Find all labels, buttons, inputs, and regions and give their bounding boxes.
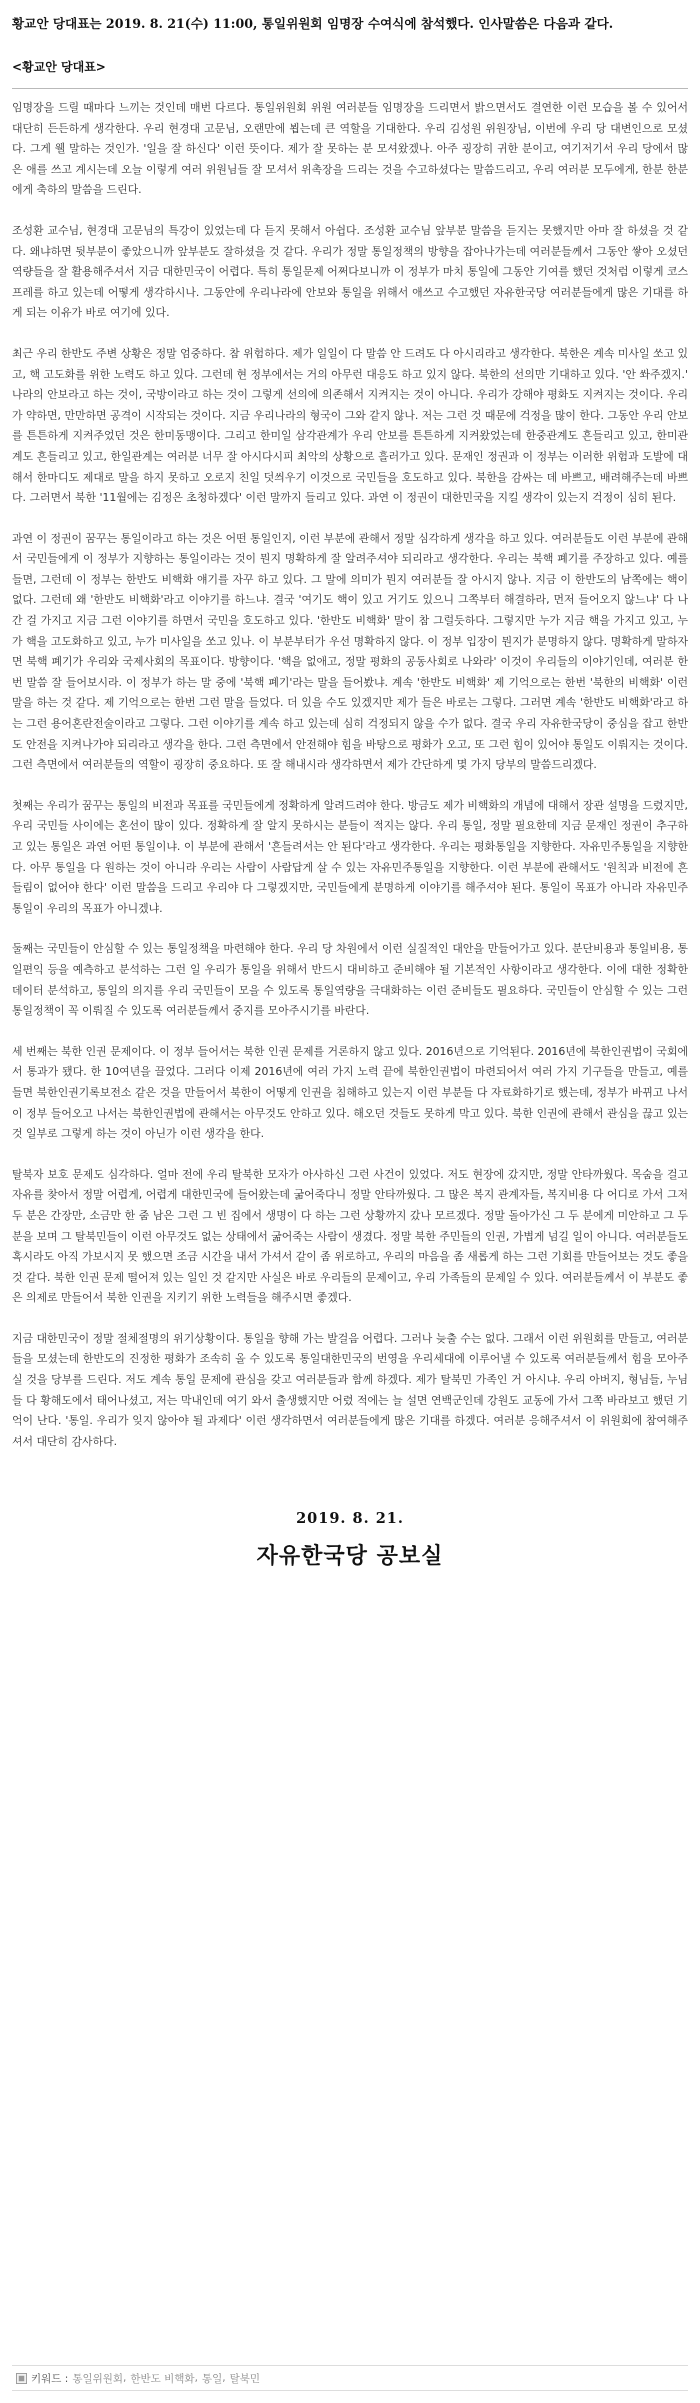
keyword-link[interactable]: 통일위원회 (72, 2372, 124, 2385)
speech-body (12, 98, 688, 1452)
speech-paragraph: 임명장을 드릴 때마다 느끼는 것인데 매번 다르다. 통일위원회 위원 여러분들 임명장을 드리면서 밝으면서도 결연한 이런 모습을 볼 수 있어서 대단히 든든하게 생각한다. 우리 현경대 고문님, 오랜만에 뵙는데 큰 역할을 기대한다. 우리 김성원 위원장님, 이번에 우리 당 대변인으로 모셨다. 그게 웰 말하는 것인가. '일을 잘 하신다' 이런 뜻이다. 제가 잘 못하는 분 모셔왔겠나. 아주 굉장히 귀한 분이고, 여기저기서 우리 당에서 많은 애를 쓰고 계시는데 오늘 이렇게 여러 위원님들 잘 모셔서 위촉장을 드리는 것을 수고하셨다는 말씀드리고, 우리 여러분 모두에게, 한분 한분에게 축하의 말씀을 드린다. (12, 101, 688, 197)
keyword-link[interactable]: 통일 (201, 2372, 223, 2385)
speaker-label: <황교안 당대표> (12, 58, 688, 89)
speech-paragraph: 최근 우리 한반도 주변 상황은 정말 엄중하다. 참 위험하다. 제가 일일이 다 말씀 안 드려도 다 아시리라고 생각한다. 북한은 계속 미사일 쏘고 있고, 핵 고도화를 위한 노력도 하고 있다. 그런데 현 정부에서는 거의 아무런 대응도 하고 있지 않다. 북한의 선의만 기대하고 있다. '안 쏴주겠지.' 나라의 안보라고 하는 것이, 국방이라고 하는 것이 그렇게 선의에 의존해서 지켜지는 것이 아니다. 우리가 강해야 평화도 지켜지는 것이다. 우리가 약하면, 만만하면 공격이 시작되는 것이다. 지금 우리나라의 형국이 그와 같지 않나. 저는 그런 것 때문에 걱정을 많이 한다. 그동안 우리 안보를 튼튼하게 지켜주었던 것은 한미동맹이다. 그리고 한미일 삼각관계가 우리 안보를 튼튼하게 지켜왔었는데 한중관계도 흔들리고 있고, 한미관계도 흔들리고 있고, 한일관계는 여러분 너무 잘 아시다시피 최악의 상황으로 흘러가고 있다. 문재인 정권과 이 정부는 이러한 위험과 도발에 대해서 한마디도 제대로 말을 하지 못하고 오로지 친일 덧씌우기 이것으로 국민들을 호도하고 있다. 북한을 감싸는 데 바쁘고, 배려해주는데 바쁘다. 그러면서 북한 '11월에는 김정은 초청하겠다' 이런 말까지 들리고 있다. 과연 이 정권이 대한민국을 지킬 생각이 있는지 걱정이 심히 된다. (12, 346, 688, 505)
issuing-office: 자유한국당 공보실 (256, 1544, 444, 1570)
keyword-link[interactable]: 탈북민 (229, 2372, 260, 2385)
keywords-bar: 키워드 : 통일위원회 , 한반도 비핵화 , 통일 , 탈북민 (12, 2365, 688, 2391)
release-date: 2019. 8. 21. (296, 1510, 404, 1528)
closing-block (12, 1510, 688, 1570)
speech-paragraph: 첫째는 우리가 꿈꾸는 통일의 비전과 목표를 국민들에게 정확하게 알려드려야 한다. 방금도 제가 비핵화의 개념에 대해서 장관 설명을 드렸지만, 우리 국민들 사이에는 혼선이 많이 있다. 정확하게 잘 알지 못하시는 분들이 적지는 않다. 우리 통일, 정말 필요한데 지금 문재인 정권이 추구하고 있는 통일은 과연 어떤 통일이냐. 이 부분에 관해서 '흔들려서는 안 된다'라고 생각한다. 우리는 평화통일을 지향한다. 자유민주통일을 지향한다. 아무 통일을 다 원하는 것이 아니라 우리는 사람이 사람답게 살 수 있는 자유민주통일을 지향한다. 이런 부분에 관해서도 '원칙과 비전에 흔들림이 없어야 한다' 이런 말씀을 드리고 우리야 다 그렇겠지만, 국민들에게 분명하게 이야기를 해주셔야 된다. 통일이 목표가 아니라 자유민주통일이 우리의 목표가 아니겠냐. (12, 798, 688, 915)
tag-icon (16, 2373, 27, 2384)
speech-paragraph: 세 번째는 북한 인권 문제이다. 이 정부 들어서는 북한 인권 문제를 거론하지 않고 있다. 2016년으로 기억된다. 2016년에 북한인권법이 국회에서 통과가 됐다. 한 10여년을 끌었다. 그러다 이제 2016년에 여러 가지 노력 끝에 북한인권법이 마련되어서 여러 가지 기구들을 만들고, 예를 들면 북한인권기록보전소 같은 것을 만들어서 북한이 어떻게 인권을 침해하고 있는지 이런 부분들 다 자료화하기로 했는데, 정부가 바뀌고 나서 이 정부 들어오고 나서는 북한인권법에 관해서는 아무것도 안하고 있다. 해오던 것들도 못하게 막고 있다. 북한 인권에 관해서 관심을 끊고 있는 것 일부로 그렇게 하는 것이 아닌가 이런 생각을 한다. (12, 1044, 688, 1141)
speech-paragraph: 과연 이 정권이 꿈꾸는 통일이라고 하는 것은 어떤 통일인지, 이런 부분에 관해서 정말 심각하게 생각을 하고 있다. 여러분들도 이런 부분에 관해서 국민들에게 이 정부가 지향하는 통일이라는 것이 뭔지 명확하게 잘 알려주셔야 되리라고 생각한다. 우리는 북핵 폐기를 주장하고 있다. 예를 들면, 그런데 이 정부는 한반도 비핵화 얘기를 자꾸 하고 있다. 그 말에 의미가 뭔지 여러분들 잘 아시지 않나. 지금 이 한반도의 남쪽에는 핵이 없다. 그런데 왜 '한반도 비핵화'라고 이야기를 하느냐. 결국 '여기도 핵이 있고 거기도 있으니 그쪽부터 해결하라, 먼저 들어오지 않느냐' 다 나간 걸 가지고 지금 그런 이야기를 하면서 국민을 호도하고 있다. '한반도 비핵화' 말이 참 그럴듯하다. 그렇지만 누가 지금 핵을 가지고 있고, 누가 핵을 고도화하고 있고, 누가 미사일을 쏘고 있나. 이 부분부터가 우선 명확하지 않다. 이 정부 입장이 뭔지가 분명하지 않다. 명확하게 말하자면 북핵 폐기가 우리와 국제사회의 목표이다. 방향이다. '핵을 없애고, 정말 평화의 공동사회로 나와라' 이것이 우리들의 이야기인데, 여러분 한번 말씀 잘 들어보시라. 이 정부가 하는 말 중에 '북핵 폐기'라는 말을 들어봤냐. 계속 '한반도 비핵화' 제 기억으로는 한번 '북한의 비핵화' 이런 말을 하는 것 같다. 제 기억으로는 한번 그런 말을 들었다. 더 있을 수도 있겠지만 제가 들은 바로는 그렇다. 그러면 계속 '한반도 비핵화'라고 하는 그런 용어혼란전술이라고 그렇다. 그런 이야기를 계속 하고 있는데 심히 걱정되지 않을 수가 없다. 결국 우리 자유한국당이 중심을 잡고 한반도 안전을 지켜나가야 되리라고 생각을 한다. 그런 측면에서 안전해야 힘을 바탕으로 평화가 오고, 또 그런 힘이 있어야 통일도 이뤄지는 것이다. 그런 측면에서 여러분들의 역할이 굉장히 중요하다. 또 잘 해내시라 생각하면서 제가 간단하게 몇 가지 당부의 말씀드리겠다. (12, 531, 688, 772)
keywords-label: 키워드 : (31, 2372, 69, 2385)
headline: 황교안 당대표는 2019. 8. 21(수) 11:00, 통일위원회 임명장 수여식에 참석했다. 인사말씀은 다음과 같다. (12, 16, 614, 31)
speech-paragraph: 지금 대한민국이 정말 절체절명의 위기상황이다. 통일을 향해 가는 발걸음 어렵다. 그러나 늦출 수는 없다. 그래서 이런 위원회를 만들고, 여러분들을 모셨는데 한반도의 진정한 평화가 조속히 올 수 있도록 통일대한민국의 번영을 우리세대에 이루어낼 수 있도록 여러분들께서 힘을 모아주실 것을 당부를 드린다. 저도 계속 통일 문제에 관심을 갖고 여러분들과 함께 하겠다. 제가 탈북민 가족인 거 아시냐. 우리 아버지, 형님들, 누님들 다 황해도에서 태어나셨고, 저는 막내인데 여기 와서 출생했지만 어렸 적에는 늘 설면 연백군인데 강원도 교동에 가서 그쪽 바라보고 했던 기억이 난다. '통일. 우리가 잊지 않아야 될 과제다' 이런 생각하면서 여러분들에게 많은 기대를 하겠다. 여러분 응해주셔서 이 위원회에 참여해주셔서 대단히 감사하다. (12, 1331, 688, 1448)
speech-paragraph: 탈북자 보호 문제도 심각하다. 얼마 전에 우리 탈북한 모자가 아사하신 그런 사건이 있었다. 저도 현장에 갔지만, 정말 안타까웠다. 목숨을 걸고 자유를 찾아서 정말 어렵게, 어렵게 대한민국에 들어왔는데 굶어죽다니 정말 안타까웠다. 그 많은 복지 관계자들, 복지비용 다 어디로 가서 그저 두 분은 간장만, 소금만 한 줌 남은 그런 그 빈 집에서 생명이 다 하는 그런 상황까지 갔나 모르겠다. 정말 돌아가신 그 두 분에게 미안하고 그 두 분을 보며 그 탈북민들이 이런 아무것도 없는 상태에서 굶어죽는 사람이 생겼다. 정말 북한 주민들의 인권, 가볍게 넘길 일이 아니다. 여러분들도 혹시라도 아직 가보시지 못 했으면 조금 시간을 내서 가셔서 같이 좀 위로하고, 우리의 마음을 좀 새롭게 하는 그런 기회를 만들어보는 것도 좋을 것 같다. 북한 인권 문제 떨어져 있는 일인 것 같지만 사실은 바로 우리들의 문제이고, 우리 가족들의 문제일 수 있다. 여러분들께서 이 부분도 좋은 의제로 만들어서 북한 인권을 지키기 위한 노력들을 해주시면 좋겠다. (12, 1167, 688, 1305)
keyword-link[interactable]: 한반도 비핵화 (130, 2372, 195, 2385)
speech-paragraph: 둘째는 국민들이 안심할 수 있는 통일정책을 마련해야 한다. 우리 당 차원에서 이런 실질적인 대안을 만들어가고 있다. 분단비용과 통일비용, 통일편익 등을 예측하고 분석하는 그런 일 우리가 통일을 위해서 반드시 대비하고 준비해야 될 기본적인 사항이라고 생각한다. 이에 대한 정확한 데이터 분석하고, 통일의 의지를 우리 국민들이 모을 수 있도록 통일역량을 극대화하는 이런 준비들도 필요하다. 국민들이 안심할 수 있는 그런 통일정책이 꼭 이뤄질 수 있도록 여러분들께서 중지를 모아주시기를 바란다. (12, 942, 688, 1018)
speech-paragraph: 조성환 교수님, 현경대 고문님의 특강이 있었는데 다 듣지 못해서 아쉽다. 조성환 교수님 앞부분 말씀을 듣지는 못했지만 아마 잘 하셨을 것 같다. 왜냐하면 뒷부분이 좋았으니까 앞부분도 잘하셨을 것 같다. 우리가 정말 통일정책의 방향을 잡아나가는데 여러분들께서 그동안 쌓아 오셨던 역량들을 잘 활용해주셔서 지금 대한민국이 어렵다. 특히 통일문제 어쩌다보니까 이 정부가 마치 통일에 그동안 기여를 했던 것처럼 이렇게 코스프레를 하고 있는데 어떻게 생각하시나. 그동안에 우리나라에 안보와 통일을 위해서 애쓰고 수고했던 자유한국당 여러분들에게 많은 기대를 하게 되는 이유가 바로 여기에 있다. (12, 223, 688, 320)
